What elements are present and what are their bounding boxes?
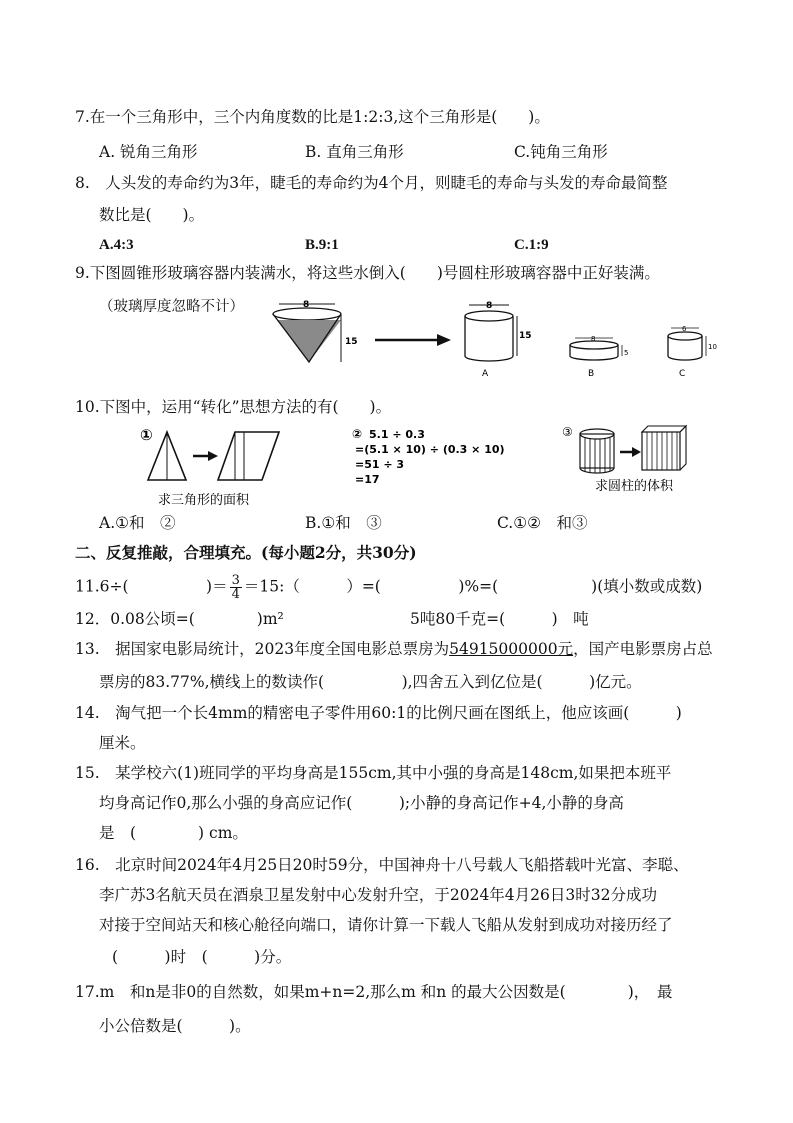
q14-line-2: 厘米。 [99, 734, 146, 752]
q10-figure [138, 424, 698, 510]
cone-height-label: 15 [345, 337, 358, 347]
cylinder-c-height-label: 10 [708, 343, 717, 351]
q12-part-1: 12．0.08公顷=( )m² [75, 610, 284, 628]
figure-3-caption: 求圆柱的体积 [595, 479, 674, 494]
q17-line-2: 小公倍数是( )。 [99, 1017, 251, 1035]
figure-2-mark: ② [352, 427, 363, 441]
q9-note: （玻璃厚度忽略不计） [99, 299, 244, 315]
cylinder-b-diameter-label: 8 [591, 335, 596, 343]
q11-suffix: ＝15:（ ）=( )%=( )(填小数或成数) [243, 577, 703, 596]
q16-line-1: 16. 北京时间2024年4月25日20时59分，中国神舟十八号载人飞船搭载叶光富、李聪、 [75, 856, 689, 874]
cone-container [273, 300, 358, 362]
q10-option-a: A.①和 ② [99, 514, 176, 532]
cylinder-a-diameter-label: 8 [486, 301, 493, 311]
q8-option-c: C.1:9 [514, 237, 549, 253]
q15-line-1: 15. 某学校六(1)班同学的平均身高是155cm,其中小强的身高是148cm,如果把本班平 [75, 764, 672, 782]
q10-option-c: C.①② 和③ [497, 514, 588, 532]
q12-part-2: 5吨80千克=( ) 吨 [410, 610, 589, 628]
cone-diameter-label: 8 [303, 300, 310, 310]
cylinder-a-label: A [482, 369, 489, 379]
figure-1-mark: ① [140, 426, 153, 444]
q7-option-c: C.钝角三角形 [514, 143, 608, 161]
q15-line-2: 均身高记作0,那么小强的身高应记作( );小静的身高记作+4,小静的身高 [99, 794, 624, 812]
q7-option-a: A. 锐角三角形 [99, 143, 198, 161]
figure-2-line-4: =17 [355, 473, 380, 486]
cylinder-b [570, 335, 628, 379]
q16-line-4: ( )时 ( )分。 [112, 948, 292, 966]
q14-line-1: 14. 淘气把一个长4mm的精密电子零件用60:1的比例尺画在图纸上，他应该画( ) [75, 704, 682, 722]
q15-line-3: 是 ( ) cm。 [99, 824, 248, 842]
figure-3-mark: ③ [562, 425, 573, 439]
q9-figure [265, 298, 735, 380]
cylinder-c [668, 325, 717, 379]
cylinder-c-diameter-label: 6 [682, 325, 687, 333]
cylinder-a-height-label: 15 [519, 331, 532, 341]
q11-fraction-numerator: 3 [231, 573, 240, 588]
q13-underlined-number: 54915000000元 [449, 640, 574, 658]
q13-line-2: 票房的83.77%,横线上的数读作( ),四舍五入到亿位是( )亿元。 [99, 673, 642, 691]
figure-1-triangle-to-parallelogram [140, 426, 279, 508]
q7-stem: 7.在一个三角形中，三个内角度数的比是1:2:3,这个三角形是( )。 [75, 108, 550, 126]
q10-option-b: B.①和 ③ [305, 514, 382, 532]
q11-prefix: 11.6÷( )＝ [75, 577, 228, 596]
figure-2-line-3: =51 ÷ 3 [355, 458, 405, 471]
arrow-icon [375, 334, 451, 346]
figure-2-decimal-division [352, 427, 505, 486]
q11-fraction-denominator: 4 [231, 587, 240, 602]
figure-1-caption: 求三角形的面积 [158, 493, 250, 508]
figure-3-cylinder-to-cuboid [562, 425, 686, 494]
cylinder-b-label: B [588, 369, 595, 379]
section-2-title: 二、反复推敲，合理填充。(每小题2分，共30分) [75, 543, 417, 562]
q17-line-1: 17.m 和n是非0的自然数，如果m+n=2,那么m 和n 的最大公因数是( )， 最 [75, 983, 673, 1001]
q16-line-2: 李广苏3名航天员在酒泉卫星发射中心发射升空，于2024年4月26日3时32分成功 [99, 886, 657, 904]
q8-option-a: A.4:3 [99, 237, 134, 253]
q9-stem: 9.下图圆锥形玻璃容器内装满水，将这些水倒入( )号圆柱形玻璃容器中正好装满。 [75, 264, 660, 282]
q11-fraction [230, 574, 242, 601]
q16-line-3: 对接于空间站天和核心舱径向端口，请你计算一下载人飞船从发射到成功对接历经了 [99, 916, 673, 934]
q8-option-b: B.9:1 [305, 237, 339, 253]
cylinder-c-label: C [679, 369, 686, 379]
figure-2-line-2: =(5.1 × 10) ÷ (0.3 × 10) [355, 443, 505, 456]
q8-stem-line1: 8. 人头发的寿命约为3年，睫毛的寿命约为4个月，则睫毛的寿命与头发的寿命最简整 [75, 174, 668, 192]
q8-stem-line2: 数比是( )。 [99, 206, 205, 224]
q13-line-1 [75, 638, 713, 660]
cylinder-b-height-label: 5 [624, 349, 629, 357]
q11-line [75, 574, 702, 601]
q7-option-b: B. 直角三角形 [305, 143, 404, 161]
figure-2-line-1: 5.1 ÷ 0.3 [369, 428, 425, 441]
q13-line-1-suffix: ，国产电影票房占总 [573, 640, 713, 658]
q13-line-1-prefix: 13. 据国家电影局统计，2023年度全国电影总票房为 [75, 640, 450, 658]
q10-stem: 10.下图中，运用“转化”思想方法的有( )。 [75, 398, 392, 416]
cylinder-a [465, 301, 532, 379]
